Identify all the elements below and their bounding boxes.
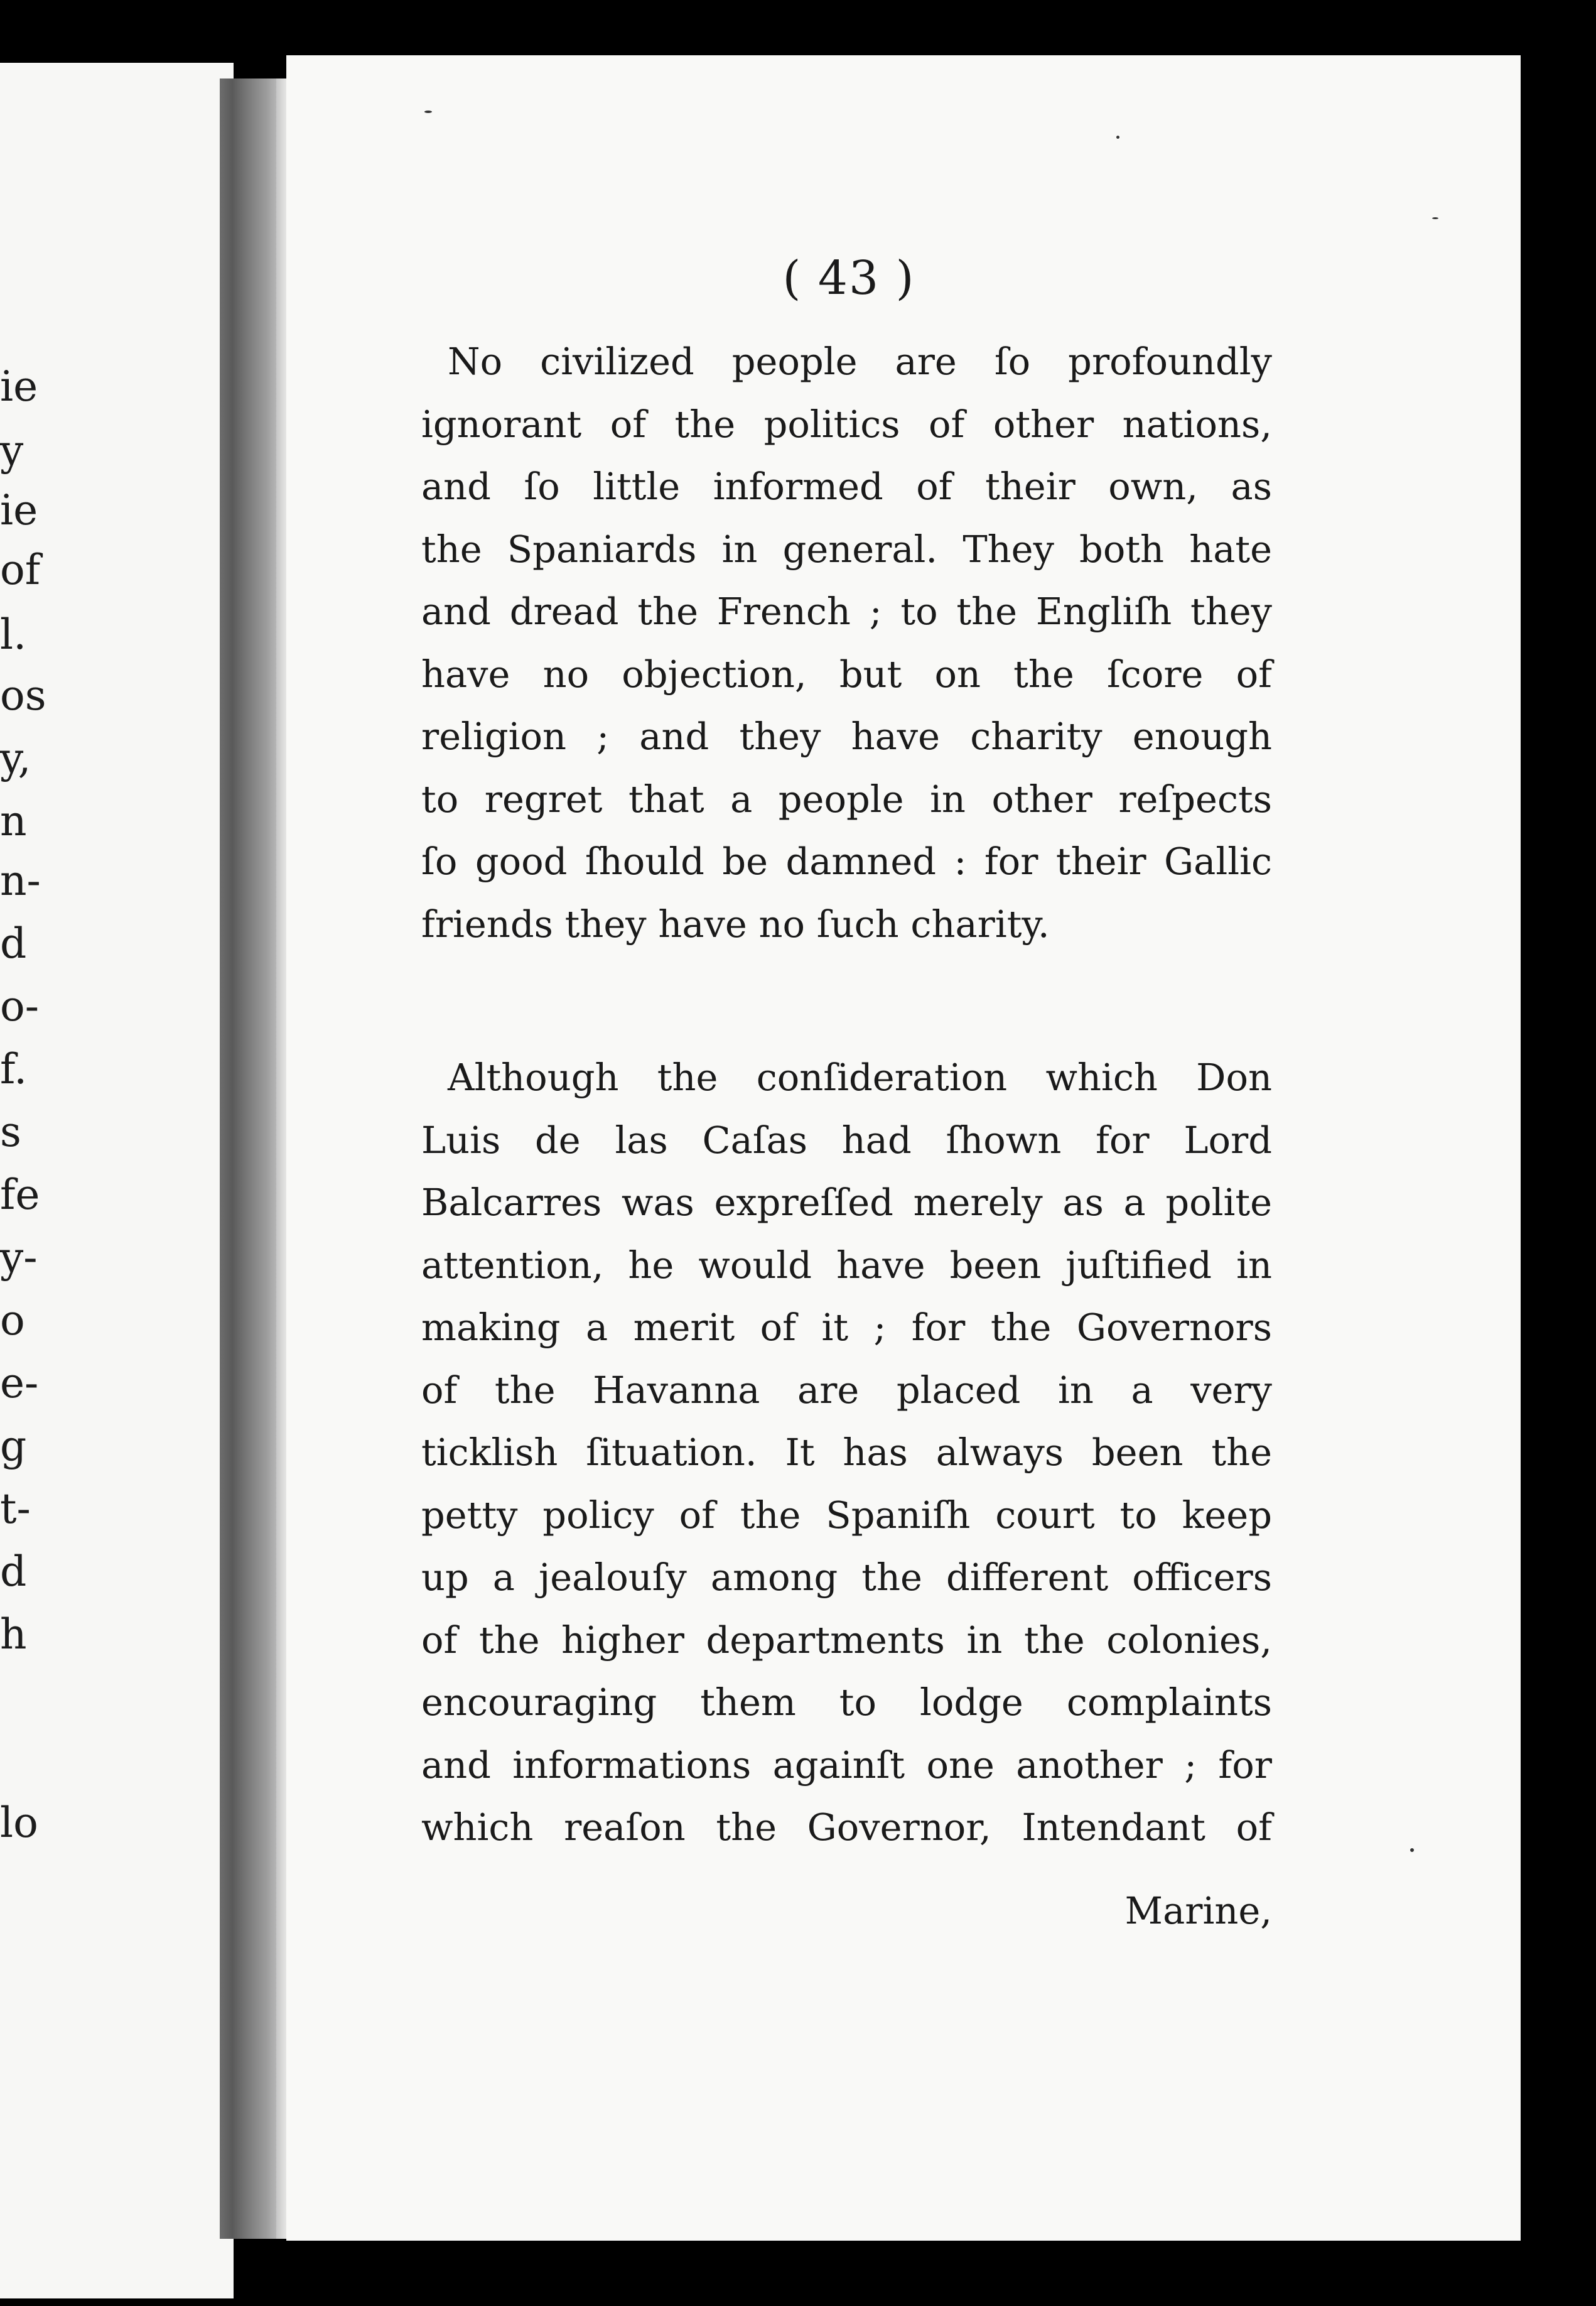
paper-speck <box>1116 136 1119 139</box>
text-line: petty policy of the Spaniſh court to keep <box>421 1493 1272 1537</box>
paragraph-2 <box>421 1046 1272 1859</box>
left-page-fragment: e- <box>0 1359 39 1407</box>
text-line: ſo good ſhould be damned : for their Gallic <box>421 840 1272 883</box>
left-page-fragment: fe <box>0 1171 40 1219</box>
paragraph-1 <box>421 330 1272 955</box>
text-line: up a jealouſy among the different officers <box>421 1556 1272 1599</box>
text-line: and dread the French ; to the Engliſh they <box>421 590 1272 633</box>
left-page-fragment: o- <box>0 982 40 1031</box>
left-page-fragment: ie <box>0 486 38 534</box>
left-page-fragment: y- <box>0 1233 38 1282</box>
text-line: which reaſon the Governor, Intendant of <box>421 1805 1272 1849</box>
text-line: have no objection, but on the ſcore of <box>421 652 1272 696</box>
left-page-fragment: f. <box>0 1045 28 1093</box>
text-line: encouraging them to lodge complaints <box>421 1681 1272 1724</box>
left-page-fragment: lo <box>0 1799 38 1847</box>
text-line: No civilized people are ſo profoundly <box>448 340 1272 383</box>
text-line: Luis de las Caſas had ſhown for Lord <box>421 1118 1272 1162</box>
text-line: to regret that a people in other reſpects <box>421 777 1272 821</box>
left-page-fragment: n- <box>0 857 41 905</box>
text-line: the Spaniards in general. They both hate <box>421 527 1272 571</box>
text-line: friends they have no ſuch charity. <box>421 902 1050 946</box>
text-line: Balcarres was expreſſed merely as a polite <box>421 1181 1272 1224</box>
text-line: of the higher departments in the colonies, <box>421 1618 1272 1662</box>
left-page-fragment: g <box>0 1422 27 1470</box>
right-page <box>286 55 1521 2241</box>
left-page-fragment: d <box>0 1547 27 1596</box>
left-page-fragment: y, <box>0 734 31 782</box>
text-line: Although the conſideration which Don <box>448 1056 1272 1099</box>
page-number: ( 43 ) <box>782 251 915 305</box>
left-page-fragment: s <box>0 1108 21 1156</box>
paper-speck <box>424 111 432 113</box>
left-page-fragment: y <box>0 426 24 475</box>
left-page-fragment: n <box>0 797 27 845</box>
catchword: Marine, <box>1124 1889 1272 1932</box>
text-line: making a merit of it ; for the Governors <box>421 1306 1272 1349</box>
left-page-fragment: os <box>0 671 46 720</box>
text-line: and informations againſt one another ; for <box>421 1743 1272 1787</box>
text-line: and ſo little informed of their own, as <box>421 465 1272 508</box>
left-page-fragment: h <box>0 1610 27 1659</box>
paper-speck <box>1432 217 1438 219</box>
left-page-fragment: l. <box>0 610 27 659</box>
text-line: of the Havanna are placed in a very <box>421 1368 1272 1412</box>
text-line: ignorant of the politics of other nations, <box>421 402 1272 446</box>
paper-speck <box>1410 1848 1414 1852</box>
text-line: ticklish ſituation. It has always been the <box>421 1431 1272 1474</box>
text-line: religion ; and they have charity enough <box>421 715 1272 758</box>
left-page-fragment: of <box>0 546 41 594</box>
left-page-fragment: d <box>0 919 27 968</box>
book-gutter <box>220 78 283 2239</box>
left-page-fragment: ie <box>0 362 38 411</box>
text-line: attention, he would have been juſtified in <box>421 1243 1272 1287</box>
left-facing-page <box>0 63 234 2298</box>
left-page-fragment: o <box>0 1296 25 1345</box>
left-page-fragment: t- <box>0 1485 31 1533</box>
